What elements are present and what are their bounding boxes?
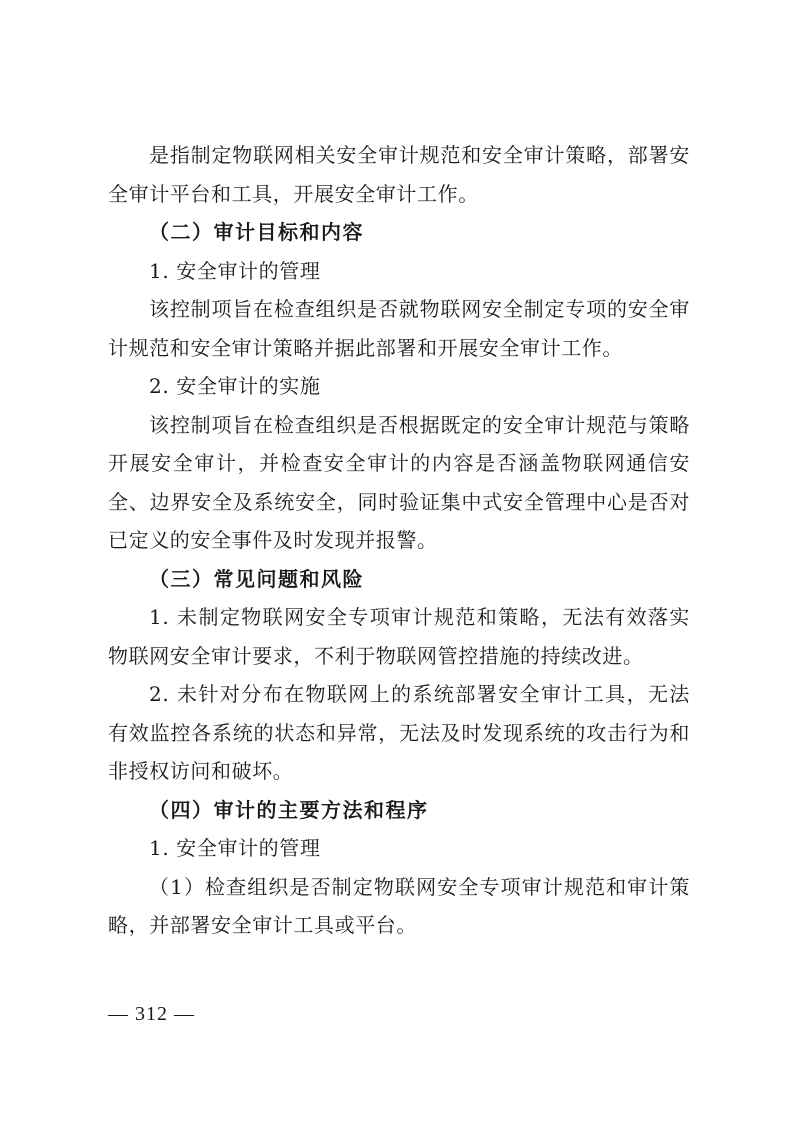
page-number: — 312 — (108, 1003, 195, 1025)
section-heading-audit-objectives: （二）审计目标和内容 (149, 220, 364, 244)
subheading-audit-implementation: 2. 安全审计的实施 (149, 374, 321, 398)
paragraph-intro: 是指制定物联网相关安全审计规范和安全审计策略，部署安全审计平台和工具，开展安全审计工作。 (108, 143, 690, 206)
subheading-audit-management: 1. 安全审计的管理 (149, 258, 321, 283)
section-heading-audit-methods: （四）审计的主要方法和程序 (149, 797, 429, 822)
section-heading-common-risks: （三）常见问题和风险 (149, 566, 364, 591)
paragraph-method-1: （1）检查组织是否制定物联网安全专项审计规范和审计策略，并部署安全审计工具或平台。 (108, 874, 690, 937)
paragraph-audit-management: 该控制项旨在检查组织是否就物联网安全制定专项的安全审计规范和安全审计策略并据此部署和开展安全审计工作。 (108, 297, 690, 360)
paragraph-risk-1: 1. 未制定物联网安全专项审计规范和策略，无法有效落实物联网安全审计要求，不利于物联网管控措施的持续改进。 (108, 605, 690, 668)
paragraph-audit-implementation: 该控制项旨在检查组织是否根据既定的安全审计规范与策略开展安全审计，并检查安全审计的内容是否涵盖物联网通信安全、边界安全及系统安全，同时验证集中式安全管理中心是否对已定义的安全事件及时发现并报警。 (108, 412, 690, 552)
paragraph-risk-2: 2. 未针对分布在物联网上的系统部署安全审计工具，无法有效监控各系统的状态和异常，无法及时发现系统的攻击行为和非授权访问和破坏。 (108, 682, 690, 783)
body-text (108, 136, 690, 945)
subheading-audit-management-methods: 1. 安全审计的管理 (149, 836, 321, 860)
